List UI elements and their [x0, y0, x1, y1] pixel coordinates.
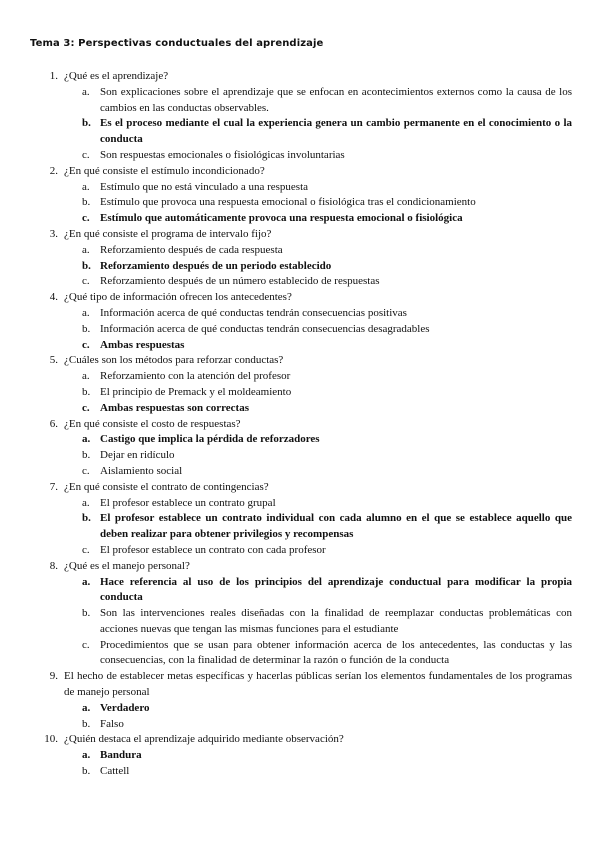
answer-options: [0, 306, 600, 353]
question-number: 2.: [49, 164, 58, 177]
option-text: Bandura: [100, 749, 142, 762]
option-letter: b.: [82, 385, 91, 398]
option-letter: b.: [82, 196, 91, 209]
option-text: Ambas respuestas: [100, 338, 185, 351]
question-number: 6.: [49, 417, 58, 430]
option-text: Verdadero: [100, 701, 150, 714]
answer-option-correct: [0, 116, 600, 148]
answer-option: [0, 464, 600, 480]
question-number: 5.: [49, 354, 58, 367]
option-letter: a.: [82, 701, 91, 714]
question-text: ¿En qué consiste el contrato de contingencias?: [64, 480, 269, 493]
answer-option: [0, 717, 600, 733]
option-letter: a.: [82, 496, 90, 509]
question-8: [0, 559, 600, 670]
option-letter: a.: [82, 85, 90, 98]
question-number: 8.: [49, 559, 58, 572]
option-text: Falso: [100, 717, 124, 730]
question-text: ¿En qué consiste el programa de intervalo fijo?: [64, 227, 272, 240]
option-text: Castigo que implica la pérdida de reforzadores: [100, 433, 320, 446]
option-letter: c.: [82, 464, 90, 477]
question-9: [0, 669, 600, 732]
question-text: ¿Qué tipo de información ofrecen los antecedentes?: [64, 291, 292, 304]
option-text: El principio de Premack y el moldeamiento: [100, 385, 292, 398]
option-text: Son explicaciones sobre el aprendizaje que se enfocan en acontecimientos externos como la causa de los cambios en las conductas observables.: [100, 85, 572, 114]
option-text: Es el proceso mediante el cual la experiencia genera un cambio permanente en el conocimiento o la conducta: [100, 117, 572, 146]
question-5: [0, 353, 600, 416]
question-text: ¿En qué consiste el estímulo incondicionado?: [64, 164, 265, 177]
question-6: [0, 417, 600, 480]
option-letter: a.: [82, 180, 90, 193]
option-text: Reforzamiento después de un número establecido de respuestas: [100, 275, 380, 288]
question-text: ¿Quién destaca el aprendizaje adquirido mediante observación?: [64, 733, 344, 746]
option-letter: c.: [82, 148, 90, 161]
option-text: Estímulo que no está vinculado a una respuesta: [100, 180, 309, 193]
option-text: Ambas respuestas son correctas: [100, 401, 249, 414]
option-letter: c.: [82, 638, 90, 651]
answer-option: [0, 148, 600, 164]
option-letter: a.: [82, 243, 90, 256]
option-letter: a.: [82, 575, 91, 588]
question-list: [0, 69, 600, 780]
option-letter: c.: [82, 275, 90, 288]
question-number: 4.: [49, 291, 58, 304]
option-letter: b.: [82, 117, 91, 130]
option-text: El profesor establece un contrato grupal: [100, 496, 276, 509]
answer-option-correct: [0, 748, 600, 764]
answer-options: [0, 575, 600, 670]
question-4: [0, 290, 600, 353]
answer-option: [0, 606, 600, 638]
answer-options: [0, 180, 600, 227]
option-letter: b.: [82, 512, 91, 525]
answer-option: [0, 195, 600, 211]
answer-option-correct: [0, 432, 600, 448]
answer-options: [0, 85, 600, 164]
option-letter: c.: [82, 212, 90, 225]
answer-option: [0, 85, 600, 117]
option-letter: a.: [82, 433, 91, 446]
option-letter: b.: [82, 717, 91, 730]
question-3: [0, 227, 600, 290]
option-letter: c.: [82, 338, 90, 351]
answer-option-correct: [0, 211, 600, 227]
answer-option: [0, 764, 600, 780]
option-text: Estímulo que automáticamente provoca una respuesta emocional o fisiológica: [100, 212, 463, 225]
option-text: Información acerca de qué conductas tendrán consecuencias positivas: [100, 306, 407, 319]
answer-option: [0, 369, 600, 385]
answer-option: [0, 306, 600, 322]
option-letter: c.: [82, 543, 90, 556]
option-text: El profesor establece un contrato con cada profesor: [100, 543, 326, 556]
option-text: Son las intervenciones reales diseñadas con la finalidad de reemplazar conductas problemáticas con acciones nuevas que tengan las mismas funciones para el estudiante: [100, 607, 572, 635]
answer-options: [0, 496, 600, 559]
answer-options: [0, 243, 600, 290]
answer-option: [0, 243, 600, 259]
answer-option: [0, 385, 600, 401]
option-letter: b.: [82, 765, 91, 778]
answer-option-correct: [0, 701, 600, 717]
question-2: [0, 164, 600, 227]
answer-option: [0, 180, 600, 196]
option-text: Información acerca de qué conductas tendrán consecuencias desagradables: [100, 322, 430, 335]
question-number: 3.: [49, 227, 58, 240]
question-number: 10.: [44, 733, 58, 746]
question-number: 1.: [49, 70, 58, 82]
question-number: 9.: [49, 670, 58, 683]
question-number: 7.: [49, 480, 58, 493]
option-letter: b.: [82, 259, 91, 272]
option-text: Cattell: [100, 765, 130, 778]
answer-options: [0, 701, 600, 733]
question-text: ¿Qué es el aprendizaje?: [64, 70, 169, 82]
option-text: Dejar en ridículo: [100, 449, 175, 462]
answer-option-correct: [0, 511, 600, 543]
question-10: [0, 732, 600, 779]
answer-option-correct: [0, 575, 600, 607]
option-text: Reforzamiento después de cada respuesta: [100, 243, 283, 256]
answer-option-correct: [0, 401, 600, 417]
answer-option: [0, 496, 600, 512]
option-text: Son respuestas emocionales o fisiológicas involuntarias: [100, 148, 345, 161]
question-text: ¿En qué consiste el costo de respuestas?: [64, 417, 241, 430]
option-letter: b.: [82, 607, 91, 620]
question-1: [0, 69, 600, 164]
option-letter: b.: [82, 449, 91, 462]
answer-option: [0, 448, 600, 464]
option-letter: b.: [82, 322, 91, 335]
question-7: [0, 480, 600, 559]
page-title: Tema 3: Perspectivas conductuales del aprendizaje: [30, 38, 324, 49]
option-text: Procedimientos que se usan para obtener información acerca de los antecedentes, las conductas y las consecuencias, con la finalidad de determinar la razón o función de la conducta: [100, 638, 572, 667]
answer-option-correct: [0, 338, 600, 354]
answer-option-correct: [0, 259, 600, 275]
option-text: Reforzamiento con la atención del profesor: [100, 370, 291, 383]
option-letter: a.: [82, 370, 90, 383]
question-text: El hecho de establecer metas específicas y hacerlas públicas serían los elementos fundamentales de los programas de manejo personal: [64, 670, 572, 699]
option-letter: a.: [82, 749, 91, 762]
answer-option: [0, 274, 600, 290]
question-text: ¿Qué es el manejo personal?: [64, 559, 190, 572]
answer-option: [0, 543, 600, 559]
answer-option: [0, 322, 600, 338]
option-text: Hace referencia al uso de los principios del aprendizaje conductual para modificar la propia conducta: [100, 575, 572, 604]
option-text: El profesor establece un contrato individual con cada alumno en el que se establece aquello que deben realizar para obtener privilegios y recompensas: [100, 512, 572, 541]
option-text: Reforzamiento después de un periodo establecido: [100, 259, 332, 272]
option-letter: a.: [82, 306, 90, 319]
option-letter: c.: [82, 401, 90, 414]
answer-option: [0, 638, 600, 670]
answer-options: [0, 748, 600, 780]
option-text: Aislamiento social: [100, 464, 183, 477]
question-text: ¿Cuáles son los métodos para reforzar conductas?: [64, 354, 284, 367]
answer-options: [0, 369, 600, 416]
option-text: Estímulo que provoca una respuesta emocional o fisiológica tras el condicionamiento: [100, 196, 476, 209]
answer-options: [0, 432, 600, 479]
